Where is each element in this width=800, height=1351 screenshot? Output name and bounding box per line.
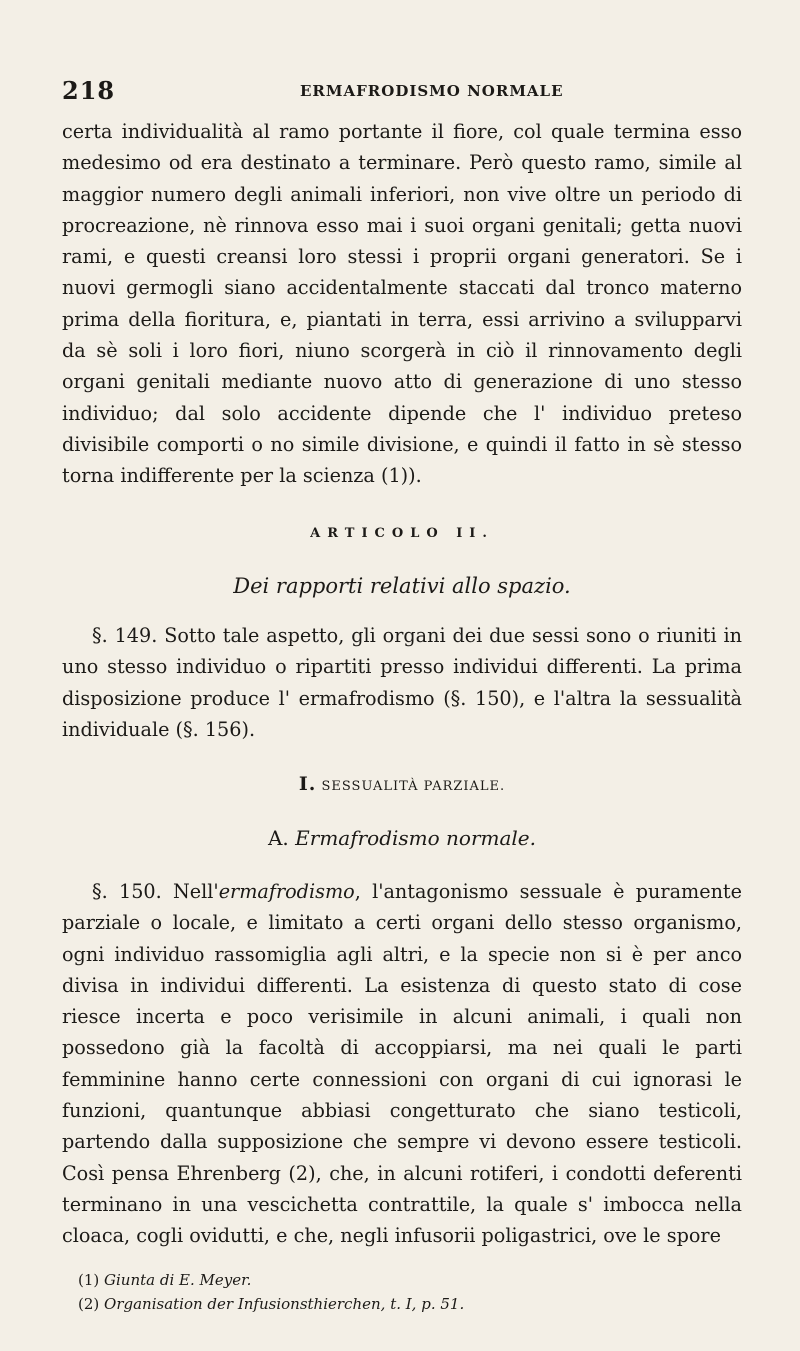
subsection-title: Ermafrodismo normale.	[295, 825, 536, 850]
page-number: 218	[62, 76, 116, 105]
subsection-letter: A.	[267, 825, 289, 850]
footnote-marker: (1)	[78, 1271, 100, 1289]
paragraph-150-body: , l'antagonismo sessuale è puramente parziale o locale, e limitato a certi organi dello stesso organismo, ogni individuo rassomiglia agli altri, e la specie non si è per anco divisa in individui differenti. La esistenza di questo stato di cose riesce incerta e poco verisimile in alcuni animali, i quali non possedono già la facoltà di accoppiarsi, ma nei quali le parti femminine hanno certe connessioni con organi di cui ignorasi le funzioni, quantunque abbiasi congetturato che siano testicoli, partendo dalla supposizione che sempre vi devono essere testicoli. Così pensa Ehrenberg (2), che, in alcuni rotiferi, i condotti deferenti terminano in una vescichetta contrattile, la quale s' imbocca nella cloaca, cogli ovidutti, e che, negli infusorii poligastrici, ove le spore	[62, 879, 742, 1248]
footnote-marker: (2)	[78, 1295, 100, 1313]
footnote-text: Giunta di E. Meyer.	[104, 1271, 252, 1289]
article-heading: ARTICOLO II.	[310, 525, 494, 541]
paragraph-150-lead: §. 150. Nell'	[92, 879, 219, 903]
running-head	[62, 76, 742, 104]
footnote-2	[78, 1292, 738, 1316]
section-title: SESSUALITÀ PARZIALE.	[321, 779, 506, 795]
running-head-title: ERMAFRODISMO NORMALE	[300, 82, 564, 100]
body-text	[62, 116, 742, 1252]
section-heading	[62, 769, 742, 802]
subsection-heading	[62, 823, 742, 854]
paragraph-continuation: certa individualità al ramo portante il fiore, col quale termina esso medesimo od era destinato a terminare. Però questo ramo, simile al maggior numero degli animali inferiori, non vive oltre un periodo di procreazione, nè rinnova esso mai i suoi organi genitali; getta nuovi rami, e questi creansi loro stessi i proprii organi generatori. Se i nuovi germogli siano accidentalmente staccati dal tronco materno prima della fioritura, e, piantati in terra, essi arrivino a svilupparvi da sè soli i loro fiori, niuno scorgerà in ciò il rinnovamento degli organi genitali mediante nuovo atto di generazione di uno stesso individuo; dal solo accidente dipende che l' individuo preteso divisibile comporti o no simile divisione, e quindi il fatto in sè stesso torna indifferente per la scienza (1)).	[62, 120, 742, 488]
paragraph-150	[62, 876, 742, 1252]
footnote-text: Organisation der Infusionsthierchen, t. I, p. 51.	[104, 1295, 465, 1313]
paragraph-149: §. 149. Sotto tale aspetto, gli organi dei due sessi sono o riuniti in uno stesso individuo o ripartiti presso individui differenti. La prima disposizione produce l' ermafrodismo (§. 150), e l'altra la sessualità individuale (§. 156).	[62, 624, 742, 742]
section-number: I.	[298, 773, 317, 796]
article-title: Dei rapporti relativi allo spazio.	[233, 573, 571, 598]
footnote-1	[78, 1268, 738, 1292]
footnotes	[78, 1268, 738, 1316]
paragraph-150-term: ermafrodismo	[218, 879, 355, 903]
